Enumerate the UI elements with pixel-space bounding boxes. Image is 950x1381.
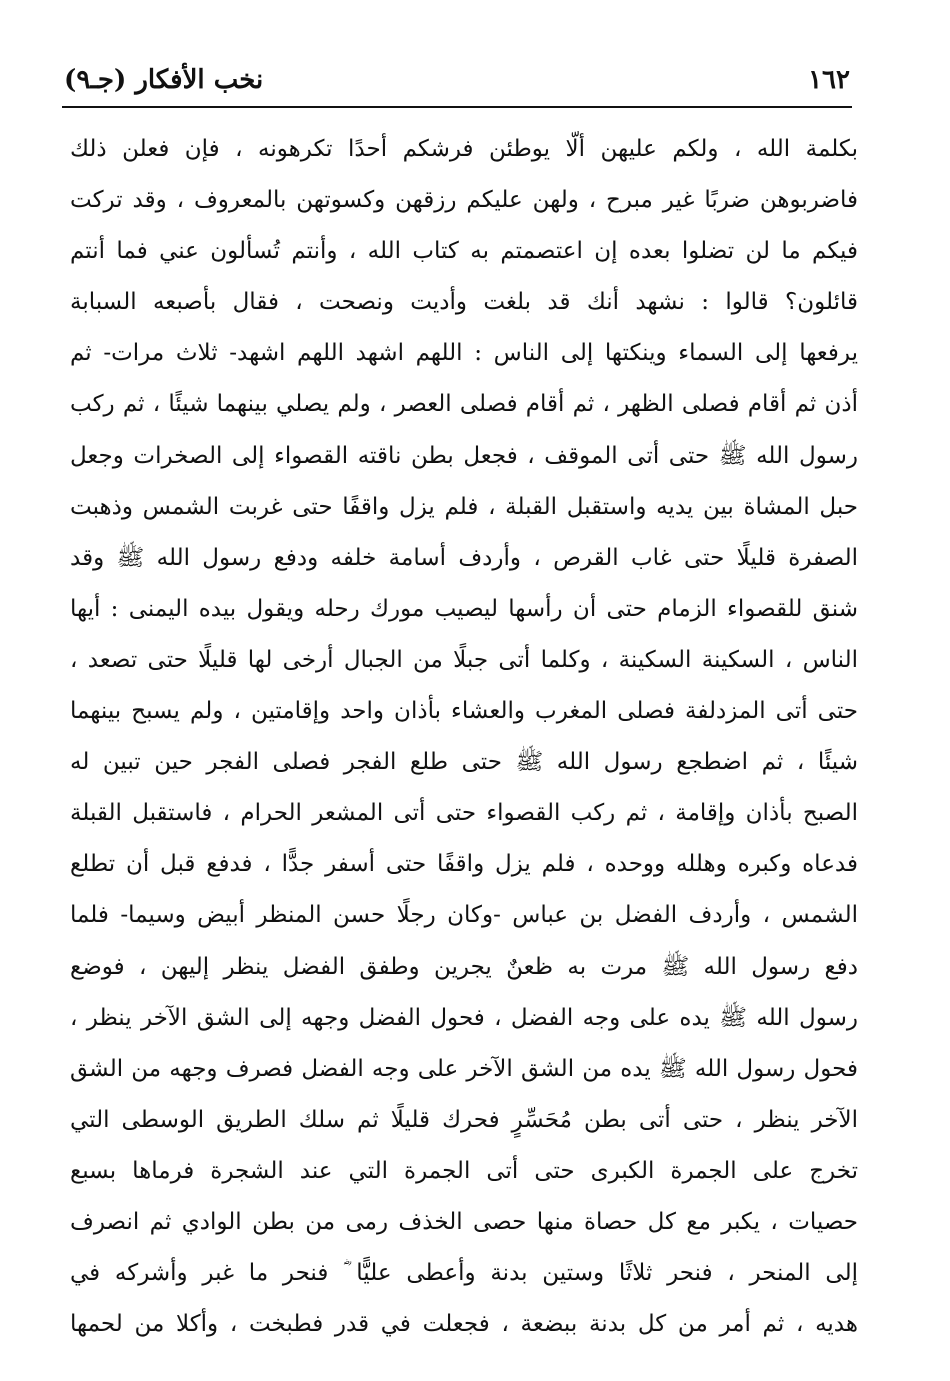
- running-title: نخب الأفكار (جـ٩): [64, 65, 264, 95]
- text-line: فاضربوهن ضربًا غير مبرح ، ولهن عليكم رزقهن وكسوتهن بالمعروف ، وقد تركت: [70, 187, 858, 214]
- text-line: الصبح بأذان وإقامة ، ثم ركب القصواء حتى أتى المشعر الحرام ، فاستقبل القبلة: [70, 800, 858, 827]
- page-header: [64, 62, 850, 98]
- text-line: حصيات ، يكبر مع كل حصاة منها حصى الخذف رمى من بطن الوادي ثم انصرف: [70, 1208, 858, 1235]
- header-divider: [62, 106, 852, 108]
- text-line: دفع رسول الله ﷺ مرت به ظعنٌ يجرين وطفق الفضل ينظر إليهن ، فوضع: [70, 953, 858, 980]
- page-number: ١٦٢: [808, 65, 850, 95]
- text-line: يرفعها إلى السماء وينكتها إلى الناس : اللهم اشهد اللهم اشهد- ثلاث مرات- ثم: [70, 340, 858, 367]
- text-line: أذن ثم أقام فصلى الظهر ، ثم أقام فصلى العصر ، ولم يصلي بينهما شيئًا ، ثم ركب: [70, 391, 858, 418]
- text-line: تخرج على الجمرة الكبرى حتى أتى الجمرة التي عند الشجرة فرماها بسبع: [70, 1157, 858, 1184]
- text-line: قائلون؟ قالوا : نشهد أنك قد بلغت وأديت ونصحت ، فقال بأصبعه السبابة: [70, 289, 858, 316]
- text-line: هديه ، ثم أمر من كل بدنة ببضعة ، فجعلت في قدر فطبخت ، وأكلا من لحمها: [70, 1311, 858, 1338]
- text-line: إلى المنحر ، فنحر ثلاثًا وستين بدنة وأعطى عليًّا ؓ فنحر ما غبر وأشركه في: [70, 1260, 858, 1287]
- body-text: [70, 124, 858, 1350]
- text-line: بكلمة الله ، ولكم عليهن ألّا يوطئن فرشكم أحدًا تكرهونه ، فإن فعلن ذلك: [70, 136, 858, 162]
- text-line: رسول الله ﷺ يده على وجه الفضل ، فحول الفضل وجهه إلى الشق الآخر ينظر ،: [70, 1004, 858, 1031]
- text-line: فيكم ما لن تضلوا بعده إن اعتصمتم به كتاب الله ، وأنتم تُسألون عني فما أنتم: [70, 238, 858, 265]
- text-line: فدعاه وكبره وهلله ووحده ، فلم يزل واقفًا حتى أسفر جدًّا ، فدفع قبل أن تطلع: [70, 851, 858, 878]
- text-line: الشمس ، وأردف الفضل بن عباس -وكان رجلًا حسن المنظر أبيض وسيما- فلما: [70, 902, 858, 929]
- text-line: شيئًا ، ثم اضطجع رسول الله ﷺ حتى طلع الفجر فصلى الفجر حين تبين له: [70, 749, 858, 776]
- text-line: شنق للقصواء الزمام حتى أن رأسها ليصيب مورك رحله ويقول بيده اليمنى : أيها: [70, 595, 858, 622]
- text-line: الصفرة قليلًا حتى غاب القرص ، وأردف أسامة خلفه ودفع رسول الله ﷺ وقد: [70, 544, 858, 571]
- text-line: الناس ، السكينة السكينة ، وكلما أتى جبلًا من الجبال أرخى لها قليلًا حتى تصعد ،: [70, 646, 858, 673]
- text-line: الآخر ينظر ، حتى أتى بطن مُحَسِّرٍ فحرك قليلًا ثم سلك الطريق الوسطى التي: [70, 1106, 858, 1133]
- text-line: فحول رسول الله ﷺ يده من الشق الآخر على وجه الفضل فصرف وجهه من الشق: [70, 1055, 858, 1082]
- text-line: حبل المشاة بين يديه واستقبل القبلة ، فلم يزل واقفًا حتى غربت الشمس وذهبت: [70, 493, 858, 520]
- text-line: رسول الله ﷺ حتى أتى الموقف ، فجعل بطن ناقته القصواء إلى الصخرات وجعل: [70, 442, 858, 469]
- text-line: حتى أتى المزدلفة فصلى المغرب والعشاء بأذان واحد وإقامتين ، ولم يسبح بينهما: [70, 698, 858, 725]
